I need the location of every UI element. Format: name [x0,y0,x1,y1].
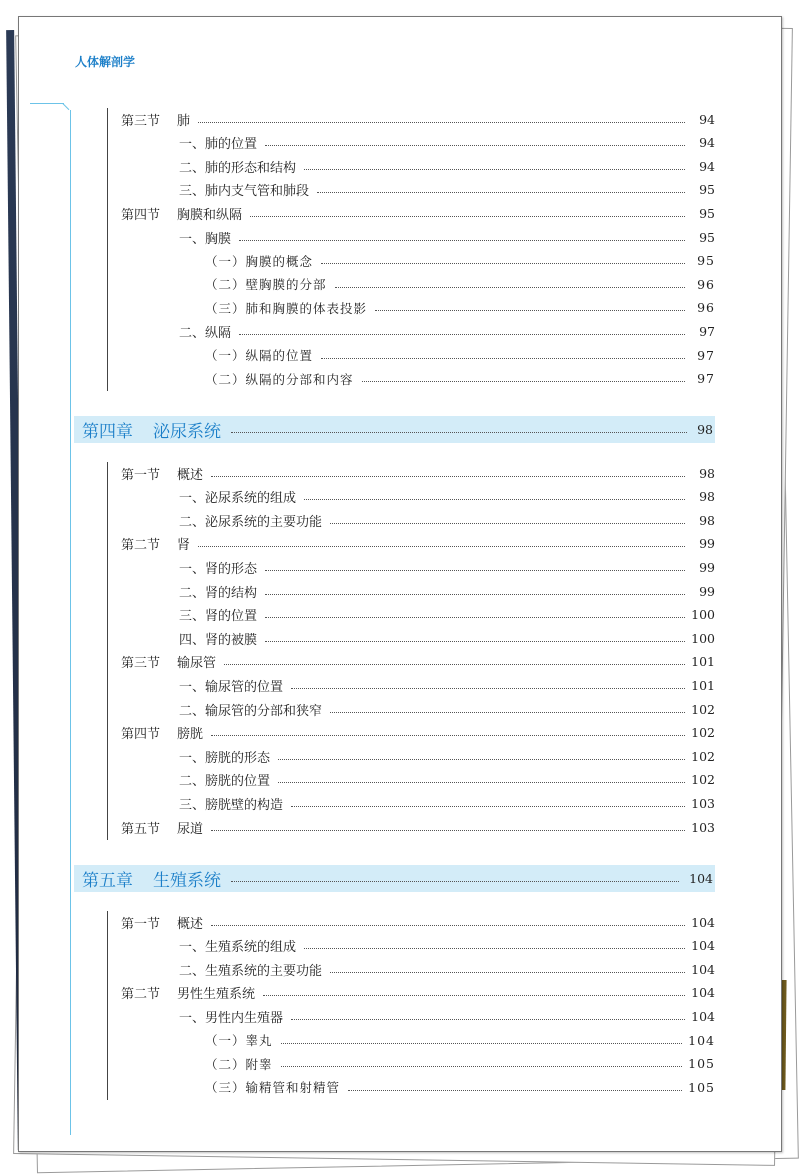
entry-title: 输尿管 [177,656,217,672]
page-number: 94 [699,111,715,127]
leader-dots [317,192,685,193]
page-number: 94 [699,158,715,174]
section-label: 第三节 [121,113,161,129]
leader-dots [281,1043,683,1044]
entry-text [179,511,322,530]
toc-entry-subsection[interactable] [107,935,715,957]
leader-dots [265,641,685,642]
entry-title: （一）睾丸 [205,1033,273,1048]
toc-entry-subsection[interactable] [107,958,715,980]
leader-dots [239,334,685,335]
entry-text [121,652,216,671]
entry-text [179,558,257,577]
entry-text [121,983,255,1002]
toc-section-block [107,911,715,1100]
leader-dots [330,712,685,713]
toc-entry-item[interactable] [107,273,715,295]
leader-dots [291,1019,685,1020]
chapter-title [74,866,221,891]
entry-text [205,370,354,388]
leader-dots [321,263,685,264]
page-number: 97 [697,347,715,363]
toc-entry-item[interactable] [107,250,715,272]
toc-entry-section[interactable] [107,202,715,224]
section-label: 第二节 [121,538,161,554]
toc-entry-section[interactable] [107,911,715,933]
entry-text [179,133,257,152]
toc-section-block [107,462,715,840]
entry-title: 三、肺内支气管和肺段 [179,184,310,200]
toc-entry-subsection[interactable] [107,155,715,177]
entry-title: 一、泌尿系统的组成 [179,491,297,507]
entry-title: 三、膀胱壁的构造 [179,797,284,813]
leader-dots [335,287,685,288]
entry-title: 一、膀胱的形态 [179,750,271,766]
entry-title: 肺 [177,113,191,129]
entry-title: 二、生殖系统的主要功能 [179,963,323,979]
entry-text [179,676,283,695]
chapter-number: 第四章 [82,422,133,442]
leader-dots [231,432,687,433]
entry-text [121,464,203,483]
page-number: 98 [699,512,715,528]
entry-title: 一、肺的位置 [179,137,258,153]
entry-title: 一、胸膜 [179,231,232,247]
toc-entry-section[interactable] [107,651,715,673]
leader-dots [250,216,685,217]
page-number: 104 [691,938,715,954]
page-number: 97 [699,323,715,339]
leader-dots [198,122,685,123]
entry-title: 二、泌尿系统的主要功能 [179,514,323,530]
entry-text [205,275,327,293]
entry-title: 二、输尿管的分部和狭窄 [179,703,323,719]
toc-entry-item[interactable] [107,1076,715,1098]
entry-title: 膀胱 [177,727,204,743]
leader-dots [211,476,685,477]
entry-text [205,1055,273,1073]
entry-text [179,487,296,506]
entry-text [205,346,313,364]
entry-text [179,770,270,789]
entry-title: 一、男性内生殖器 [179,1010,284,1026]
section-label: 第五节 [121,821,161,837]
entry-text [121,723,203,742]
entry-text [121,110,190,129]
toc-entry-item[interactable] [107,1053,715,1075]
toc-entry-item[interactable] [107,297,715,319]
toc-entry-subsection[interactable] [107,179,715,201]
entry-title: 四、肾的被膜 [179,632,258,648]
entry-text [179,794,283,813]
toc-entry-subsection[interactable] [107,580,715,602]
entry-title: （二）附睾 [205,1056,273,1072]
leader-dots [224,664,685,665]
leader-dots [281,1066,683,1067]
entry-text [179,605,257,624]
page-number: 98 [699,489,715,505]
page-number: 94 [699,135,715,151]
leader-dots [291,806,685,807]
leader-dots [304,169,685,170]
page-number: 98 [699,465,715,481]
toc-entry-subsection[interactable] [107,674,715,696]
entry-title: （二）纵隔的分部和内容 [205,371,354,387]
entry-title: 一、输尿管的位置 [179,679,284,695]
entry-title: （二）壁胸膜的分部 [205,277,327,293]
leader-dots [265,570,685,571]
leader-dots [348,1090,682,1091]
entry-title: （一）纵隔的位置 [205,348,314,363]
leader-dots [239,240,685,241]
chapter-heading[interactable] [74,416,715,443]
page-number: 104 [691,914,715,930]
entry-title: 肾 [177,538,191,554]
toc-entry-subsection[interactable] [107,769,715,791]
entry-title: 尿道 [177,821,204,837]
entry-title: （一）胸膜的概念 [205,253,314,269]
entry-text [179,700,322,719]
entry-text [179,322,231,341]
entry-title: 概述 [177,916,204,932]
chapter-page-number: 98 [697,422,713,437]
toc-entry-subsection[interactable] [107,556,715,578]
entry-text [205,1031,273,1049]
leader-dots [263,995,685,996]
page-number: 105 [688,1079,715,1095]
entry-title: 一、肾的形态 [179,561,258,577]
toc-entry-section[interactable] [107,533,715,555]
entry-title: 三、肾的位置 [179,609,258,625]
entry-text [179,228,231,247]
leader-dots [231,881,679,882]
toc-entry-subsection[interactable] [107,509,715,531]
toc-entry-item[interactable] [107,1029,715,1051]
leader-dots [278,759,685,760]
margin-rule-vertical [70,110,71,1135]
entry-text [179,582,257,601]
entry-title: 男性生殖系统 [177,987,256,1003]
chapter-name: 泌尿系统 [153,422,221,442]
page-number: 102 [691,772,715,788]
entry-text [121,818,203,837]
entry-text [179,1007,283,1026]
margin-rule-horizontal [30,103,64,104]
toc-entry-section[interactable] [107,816,715,838]
section-label: 第三节 [121,656,161,672]
page-number: 95 [699,229,715,245]
page-number: 104 [691,1008,715,1024]
entry-text [179,157,296,176]
toc-entry-section[interactable] [107,462,715,484]
leader-dots [265,594,685,595]
entry-text [205,299,367,317]
entry-title: 概述 [177,467,204,483]
toc-section-block [107,108,715,391]
page-number: 105 [688,1056,715,1072]
page-number: 95 [699,182,715,198]
section-label: 第一节 [121,916,161,932]
entry-title: （三）肺和胸膜的体表投影 [205,300,368,316]
page-number: 99 [699,559,715,575]
running-header-title: 人体解剖学 [75,55,136,69]
toc-entry-item[interactable] [107,344,715,366]
page-number: 103 [691,795,715,811]
leader-dots [198,546,685,547]
section-label: 第四节 [121,727,161,743]
page-number: 104 [691,961,715,977]
entry-title: 二、纵隔 [179,325,232,341]
page-number: 96 [697,300,715,316]
entry-text [179,960,322,979]
page-number: 100 [691,607,715,623]
toc-entry-section[interactable] [107,108,715,130]
page-number: 104 [691,985,715,1001]
entry-text [205,1078,340,1096]
page-number: 96 [697,276,715,292]
leader-dots [211,830,685,831]
leader-dots [278,782,685,783]
entry-title: 胸膜和纵隔 [177,207,243,223]
page-number: 104 [688,1032,715,1048]
leader-dots [321,358,685,359]
leader-dots [375,310,685,311]
entry-text [205,252,313,270]
page-number: 101 [691,677,715,693]
leader-dots [265,617,685,618]
chapter-number: 第五章 [82,871,133,891]
leader-dots [265,145,685,146]
toc-entry-subsection[interactable] [107,627,715,649]
toc-entry-subsection[interactable] [107,486,715,508]
toc-entry-subsection[interactable] [107,792,715,814]
page-number: 99 [699,536,715,552]
entry-text [179,747,270,766]
page-number: 102 [691,748,715,764]
section-label: 第一节 [121,467,161,483]
toc-entry-subsection[interactable] [107,226,715,248]
page-number: 101 [691,654,715,670]
toc-entry-subsection[interactable] [107,132,715,154]
leader-dots [362,381,685,382]
entry-text [179,936,296,955]
toc-entry-subsection[interactable] [107,320,715,342]
page-number: 102 [691,725,715,741]
leader-dots [330,972,685,973]
page-number: 100 [691,630,715,646]
section-label: 第四节 [121,207,161,223]
chapter-name: 生殖系统 [153,871,221,891]
toc-entry-section[interactable] [107,722,715,744]
leader-dots [211,735,685,736]
leader-dots [211,925,685,926]
leader-dots [304,948,685,949]
toc-entry-subsection[interactable] [107,698,715,720]
entry-title: 二、肾的结构 [179,585,258,601]
entry-title: 一、生殖系统的组成 [179,940,297,956]
chapter-title [74,417,221,442]
entry-title: （三）输精管和射精管 [205,1080,341,1096]
leader-dots [304,499,685,500]
page-number: 102 [691,701,715,717]
section-label: 第二节 [121,987,161,1003]
entry-text [179,629,257,648]
toc-entry-subsection[interactable] [107,1005,715,1027]
page-number: 95 [699,205,715,221]
leader-dots [291,688,685,689]
entry-title: 二、肺的形态和结构 [179,160,297,176]
entry-text [121,913,203,932]
toc-entry-item[interactable] [107,368,715,390]
page-number: 95 [697,253,715,269]
chapter-page-number: 104 [689,871,713,886]
toc-entry-subsection[interactable] [107,604,715,626]
toc-entry-section[interactable] [107,982,715,1004]
entry-text [121,204,242,223]
toc-entry-subsection[interactable] [107,745,715,767]
page-number: 97 [697,371,715,387]
entry-title: 二、膀胱的位置 [179,774,271,790]
entry-text [121,534,190,553]
leader-dots [330,523,685,524]
chapter-heading[interactable] [74,865,715,892]
page-number: 99 [699,583,715,599]
page-number: 103 [691,819,715,835]
entry-text [179,180,309,199]
